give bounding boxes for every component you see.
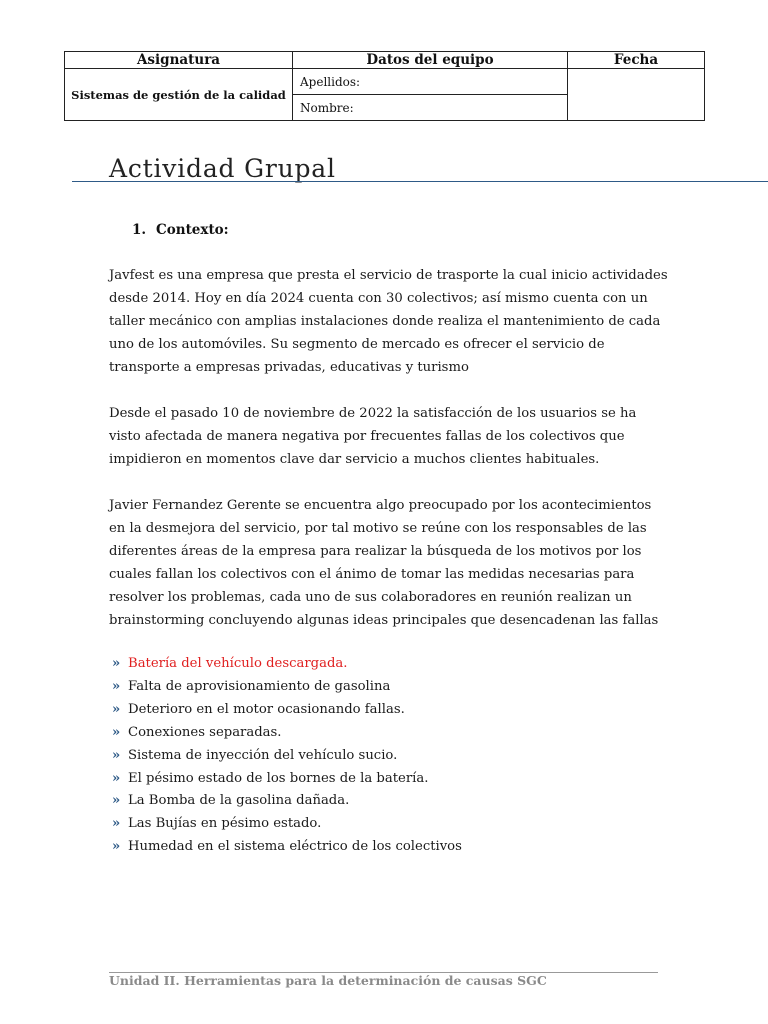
section-number: 1. — [132, 222, 147, 238]
list-item: » Falta de aprovisionamiento de gasolina — [112, 676, 462, 699]
header-table — [64, 51, 705, 121]
bullet-chevron-icon: » — [112, 747, 121, 763]
paragraph-brainstorming: Javier Fernandez Gerente se encuentra algo preocupado por los acontecimientos en la desmejora del servicio, por tal motivo se reúne con los responsables de las diferentes áreas de la empresa para realizar la búsqueda de los motivos por los cuales fallan los colectivos con el ánimo de tomar las medidas necesarias para resolver los problemas, cada uno de sus colaboradores en reunión realizan un brainstorming concluyendo algunas ideas principales que desencadenan las fallas — [109, 498, 659, 628]
date-cell[interactable] — [568, 69, 705, 121]
page-title: Actividad Grupal — [109, 154, 336, 183]
name-field[interactable]: Nombre: — [293, 95, 568, 121]
col-header-team: Datos del equipo — [293, 52, 568, 69]
bullet-chevron-icon: » — [112, 678, 121, 694]
bullet-chevron-icon: » — [112, 724, 121, 740]
surname-field[interactable]: Apellidos: — [293, 69, 568, 95]
list-item: » Deterioro en el motor ocasionando fallas. — [112, 699, 462, 722]
list-item: » Las Bujías en pésimo estado. — [112, 813, 462, 836]
title-divider — [72, 181, 768, 182]
paragraph-satisfaction: Desde el pasado 10 de noviembre de 2022 la satisfacción de los usuarios se ha visto afectada de manera negativa por frecuentes fallas de los colectivos que impidieron en momentos clave dar servicio a muchos clientes habituales. — [109, 406, 637, 467]
col-header-subject: Asignatura — [65, 52, 293, 69]
section-heading — [132, 222, 229, 238]
bullet-chevron-icon: » — [112, 816, 121, 832]
causes-list — [112, 653, 462, 859]
subject-cell: Sistemas de gestión de la calidad — [65, 69, 293, 121]
bullet-chevron-icon: » — [112, 793, 121, 809]
footer-unit-title: Unidad II. Herramientas para la determinación de causas SGC — [109, 973, 547, 988]
col-header-date: Fecha — [568, 52, 705, 69]
bullet-chevron-icon: » — [112, 656, 121, 671]
list-item: » La Bomba de la gasolina dañada. — [112, 790, 462, 813]
paragraph-company-intro: Javfest es una empresa que presta el servicio de trasporte la cual inicio actividades desde 2014. Hoy en día 2024 cuenta con 30 colectivos; así mismo cuenta con un taller mecánico con amplias instalaciones donde realiza el mantenimiento de cada uno de los automóviles. Su segmento de mercado es ofrecer el servicio de transporte a empresas privadas, educativas y turismo — [109, 268, 668, 375]
bullet-chevron-icon: » — [112, 701, 121, 717]
list-item: » Humedad en el sistema eléctrico de los colectivos — [112, 836, 462, 859]
bullet-chevron-icon: » — [112, 839, 121, 855]
section-heading-text: Contexto: — [156, 222, 229, 238]
list-item: » Batería del vehículo descargada. — [112, 653, 462, 676]
bullet-chevron-icon: » — [112, 770, 121, 786]
list-item: » Conexiones separadas. — [112, 722, 462, 745]
list-item: » El pésimo estado de los bornes de la batería. — [112, 768, 462, 791]
list-item: » Sistema de inyección del vehículo sucio. — [112, 745, 462, 768]
